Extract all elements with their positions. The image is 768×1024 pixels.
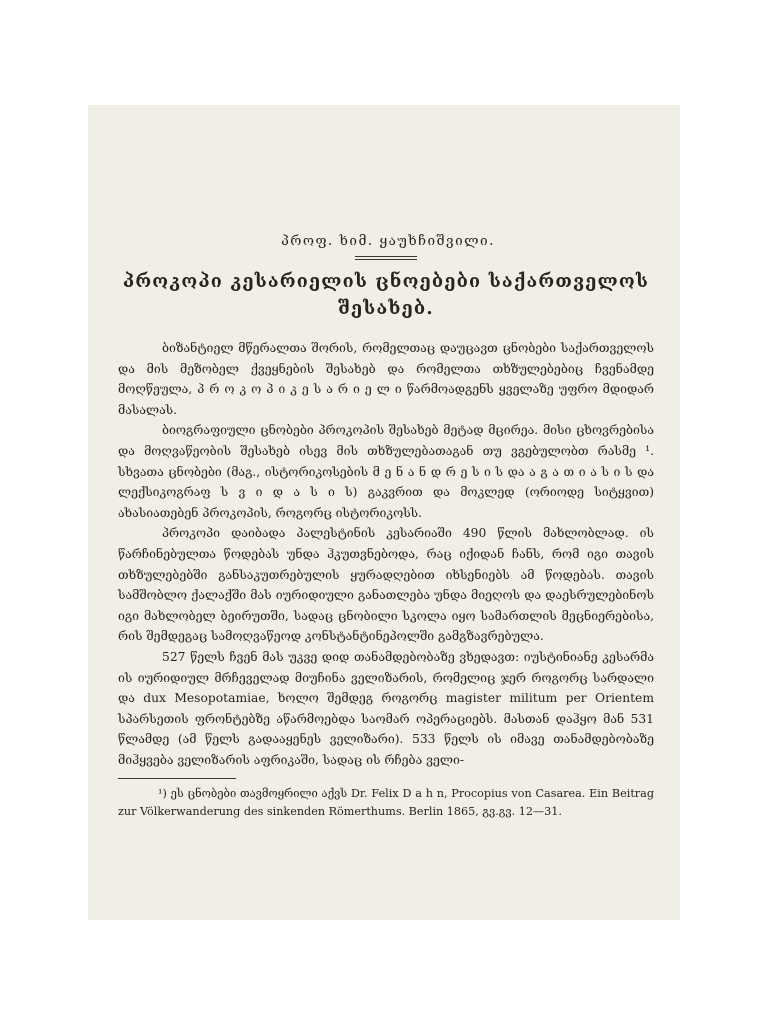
footnote: ¹) ეს ცნობები თავმოყრილი აქვს Dr. Felix D a h n, Procopius von Casarea. Ein Beitrag zur Völkerwanderung des sinkenden Römerthums. Berlin 1865, გვ.გვ. 12—31.: [118, 787, 654, 819]
title-ornament: [355, 256, 417, 260]
paragraph-2: ბიოგრაფიული ცნობები პროკოპის შესახებ მეტად მცირეა. მისი ცხოვრებისა და მოღვაწეობის შესახებ ისევ მის თხზულებათაგან თუ ვგებულობთ რასმე ¹. სხვათა ცნობები (მაგ., ისტორიკოსების მ ე ნ ა ნ დ რ ე ს ი ს და ა გ ა თ ი ა ს ი ს და ლექსიკოგრაფ ს ვ ი დ ა ს ი ს) გაკვრით და მოკლედ (ორიოდე სიტყვით) ახასიათებენ პროკოპის, როგორც ისტორიკოსს.: [118, 423, 654, 520]
paragraph-4: 527 წელს ჩვენ მას უკვე დიდ თანამდებობაზე ვხედავთ: იუსტინიანე კესარმა ის იურიდიულ მრჩეველად მიუჩინა ველიზარის, რომელიც ჯერ როგორც სარდალი და dux Mesopotamiae, ხოლო შემდეგ როგორც magister militum per Orientem სპარსეთის ფრონტებზე აწარმოებდა საომარ ოპერაციებს. მასთან დაჰყო მან 531 წლამდე (ამ წელს გადააყენეს ველიზარი). 533 წელს ის იმავე თანამდებობაზე მიჰყვება ველიზარის აფრიკაში, სადაც ის რჩება ველი-: [118, 649, 654, 767]
paragraph-1: ბიზანტიელ მწერალთა შორის, რომელთაც დაუცავთ ცნობები საქართველოს და მის მეზობელ ქვეყნების შესახებ და რომელთა თხზულებებიც ჩვენამდე მოღწეულა, პ რ ო კ ო პ ი კ ე ს ა რ ი ე ლ ი წარმოადგენს ყველაზე უფრო მდიდარ მასალას.: [118, 341, 654, 417]
author-line: პროფ. ხიმ. ყაუხჩიშვილი.: [281, 233, 495, 249]
document-page: [88, 105, 680, 920]
paragraph-3: პროკოპი დაიბადა პალესტინის კესარიაში 490 წლის მახლობლად. ის წარჩინებულთა წოდებას უნდა ჰკუთვნებოდა, რაც იქიდან ჩანს, რომ იგი თავის თხზულებებში განსაკუთრებულის ყურადღებით იხსენიებს ამ წოდებას. თავის სამშობლო ქალაქში მას იურიდიული განათლება უნდა მიეღოს და დაესრულებინოს იგი მახლობელ ბეირუთში, სადაც ცნობილი სკოლა იყო სამართლის მეცნიერებისა, რის შემდეგაც სამოღვაწეოდ კონსტანტინეპოლში გამგზავრებულა.: [118, 526, 654, 644]
footnote-rule: [118, 778, 236, 779]
document-title: პროკოპი კესარიელის ცნოებები საქართველოს შესახებ.: [122, 271, 650, 319]
